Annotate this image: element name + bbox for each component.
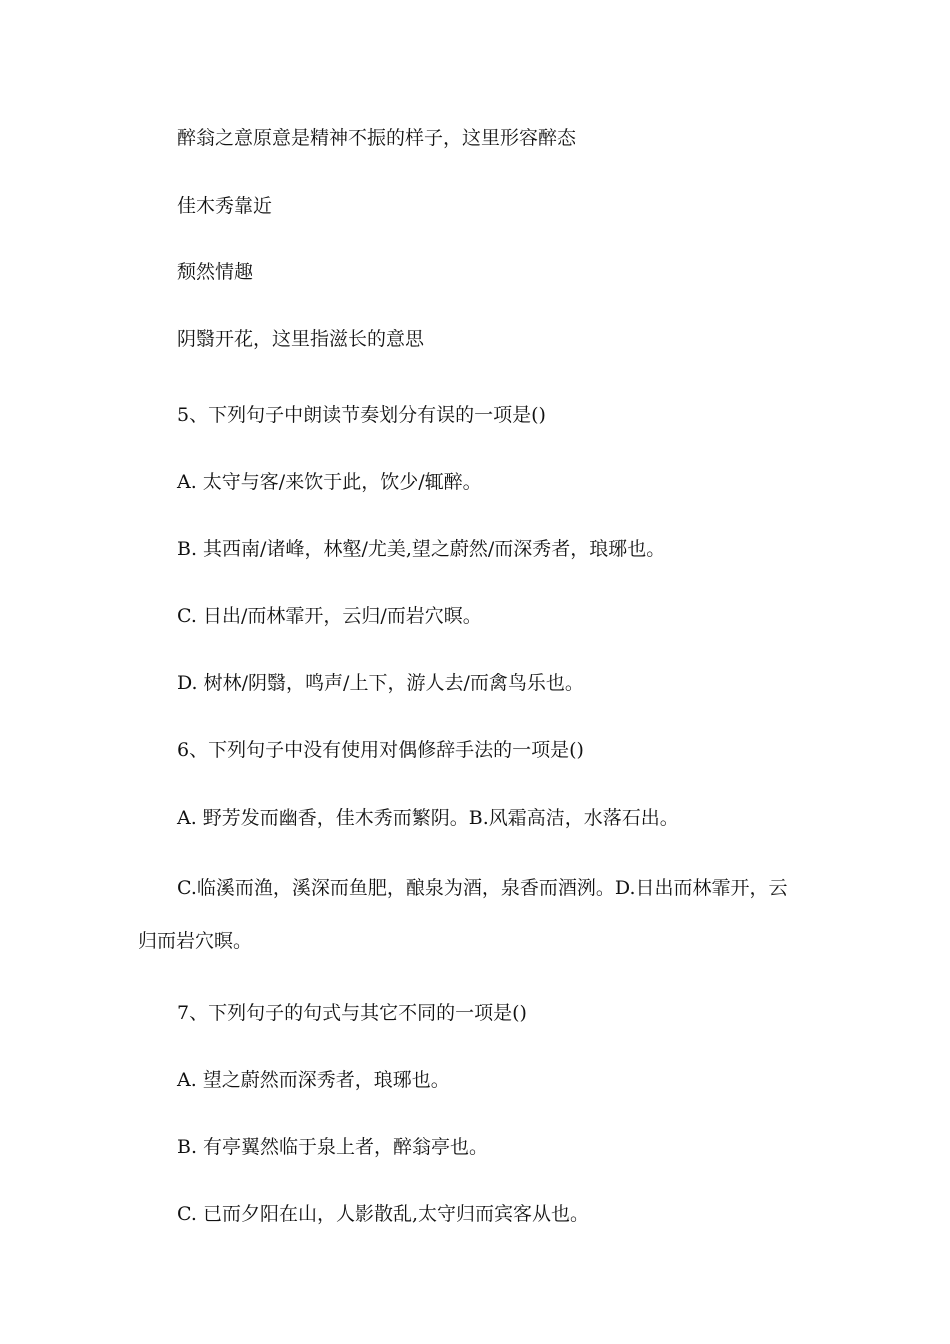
- text-line: 佳木秀靠近: [177, 195, 273, 217]
- text-line: 颓然情趣: [177, 261, 254, 283]
- question-5-option-c: C. 日出/而林霏开，云归/而岩穴暝。: [177, 605, 482, 627]
- question-6-options-cd: C.临溪而渔，溪深而鱼肥，酿泉为酒，泉香而酒洌。D.日出而林霏开，云: [177, 877, 788, 899]
- question-7-option-a: A. 望之蔚然而深秀者，琅琊也。: [177, 1069, 450, 1091]
- question-7-option-c: C. 已而夕阳在山，人影散乱,太守归而宾客从也。: [177, 1203, 589, 1225]
- question-6-options-cd-continued: 归而岩穴暝。: [138, 930, 253, 952]
- question-7-option-b: B. 有亭翼然临于泉上者，醉翁亭也。: [177, 1136, 489, 1158]
- question-6-title: 6、下列句子中没有使用对偶修辞手法的一项是(): [177, 739, 584, 761]
- text-line: 阴翳开花，这里指滋长的意思: [177, 328, 425, 350]
- question-6-options-ab: A. 野芳发而幽香，佳木秀而繁阴。B.风霜高洁，水落石出。: [177, 807, 679, 829]
- question-5-option-d: D. 树林/阴翳，鸣声/上下，游人去/而禽鸟乐也。: [177, 672, 584, 694]
- question-7-title: 7、下列句子的句式与其它不同的一项是(): [177, 1002, 527, 1024]
- question-5-option-b: B. 其西南/诸峰，林壑/尤美,望之蔚然/而深秀者，琅琊也。: [177, 538, 666, 560]
- question-5-title: 5、下列句子中朗读节奏划分有误的一项是(): [177, 404, 546, 426]
- text-line: 醉翁之意原意是精神不振的样子，这里形容醉态: [177, 127, 577, 149]
- question-5-option-a: A. 太守与客/来饮于此，饮少/辄醉。: [177, 471, 482, 493]
